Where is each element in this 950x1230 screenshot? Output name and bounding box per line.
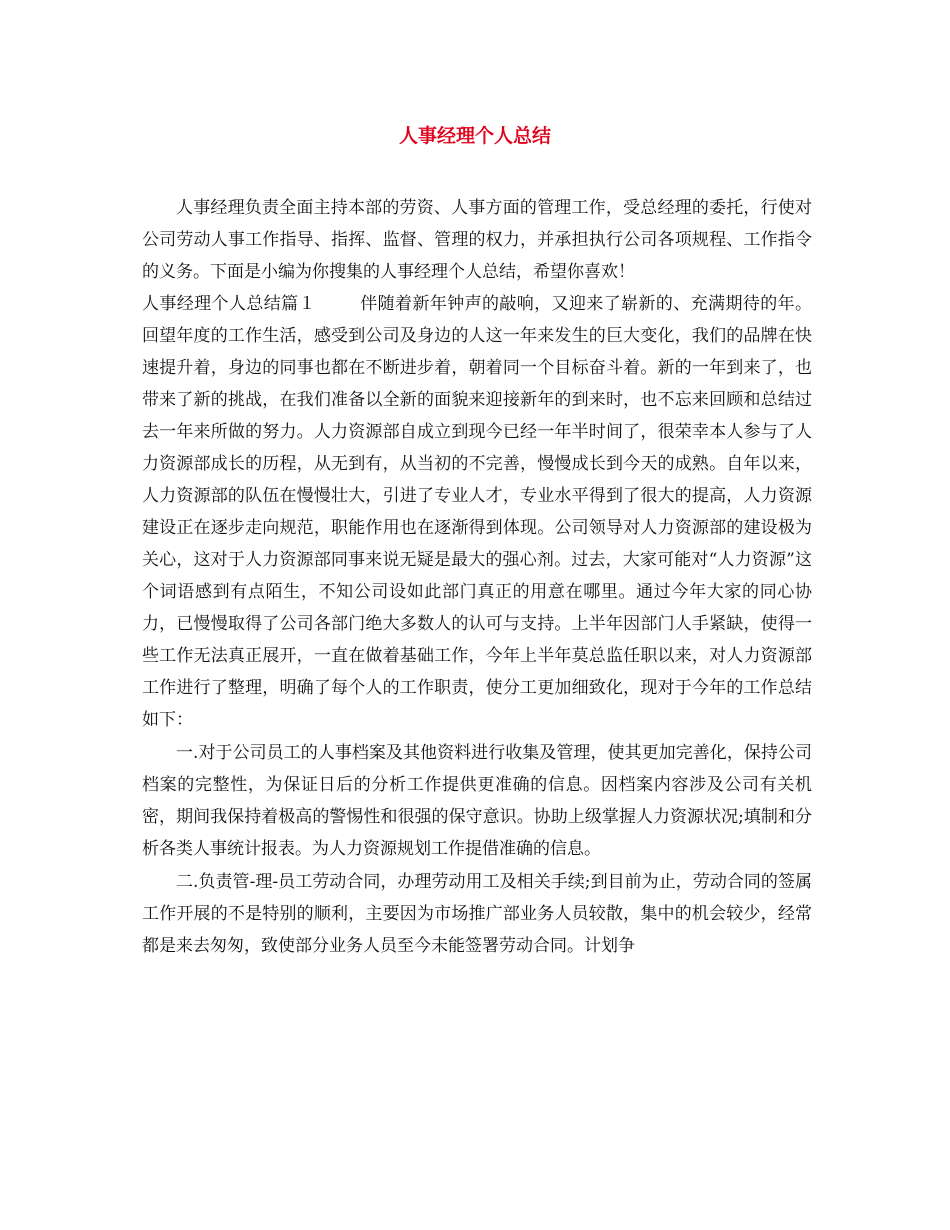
intro-paragraph: 人事经理负责全面主持本部的劳资、人事方面的管理工作，受总经理的委托，行使对公司劳动人事工作指导、指挥、监督、管理的权力，并承担执行公司各项规程、工作指令的义务。下面是小编为你搜集的人事经理个人总结，希望你喜欢！ [142,198,812,282]
document-title: 人事经理个人总结 [398,125,551,147]
article-body: 伴随着新年钟声的敲响，又迎来了崭新的、充满期待的年。回望年度的工作生活，感受到公司及身边的人这一年来发生的巨大变化，我们的品牌在快速提升着，身边的同事也都在不断进步着，朝着同一个目标奋斗着。新的一年到来了，也带来了新的挑战，在我们准备以全新的面貌来迎接新年的到来时，也不忘来回顾和总结过去一年来所做的努力。人力资源部自成立到现今已经一年半时间了，很荣幸本人参与了人力资源部成长的历程，从无到有，从当初的不完善，慢慢成长到今天的成熟。自年以来，人力资源部的队伍在慢慢壮大，引进了专业人才，专业水平得到了很大的提高，人力资源建设正在逐步走向规范，职能作用也在逐渐得到体现。公司领导对人力资源部的建设极为关心，这对于人力资源部同事来说无疑是最大的强心剂。过去，大家可能对“人力资源”这个词语感到有点陌生，不知公司设如此部门真正的用意在哪里。通过今年大家的同心协力，已慢慢取得了公司各部门绝大多数人的认可与支持。上半年因部门人手紧缺，使得一些工作无法真正展开，一直在做着基础工作，今年上半年莫总监任职以来，对人力资源部工作进行了整理，明确了每个人的工作职责，使分工更加细致化，现对于今年的工作总结如下： [142,294,813,730]
article-heading: 人事经理个人总结篇１ [142,294,316,314]
section-1-paragraph: 一.对于公司员工的人事档案及其他资料进行收集及管理，使其更加完善化，保持公司档案的完整性，为保证日后的分析工作提供更准确的信息。因档案内容涉及公司有关机密，期间我保持着极高的警惕性和很强的保守意识。协助上级掌握人力资源状况;填制和分析各类人事统计报表。为人力资源规划工作提借准确的信息。 [142,743,812,859]
document-body [142,192,812,962]
section-2-paragraph: 二.负责管-理-员工劳动合同，办理劳动用工及相关手续;到目前为止，劳动合同的签属工作开展的不是特别的顺利，主要因为市场推广部业务人员较散，集中的机会较少，经常都是来去匆匆，致使部分业务人员至今未能签署劳动合同。计划争 [142,872,812,956]
article-paragraph [142,288,812,736]
